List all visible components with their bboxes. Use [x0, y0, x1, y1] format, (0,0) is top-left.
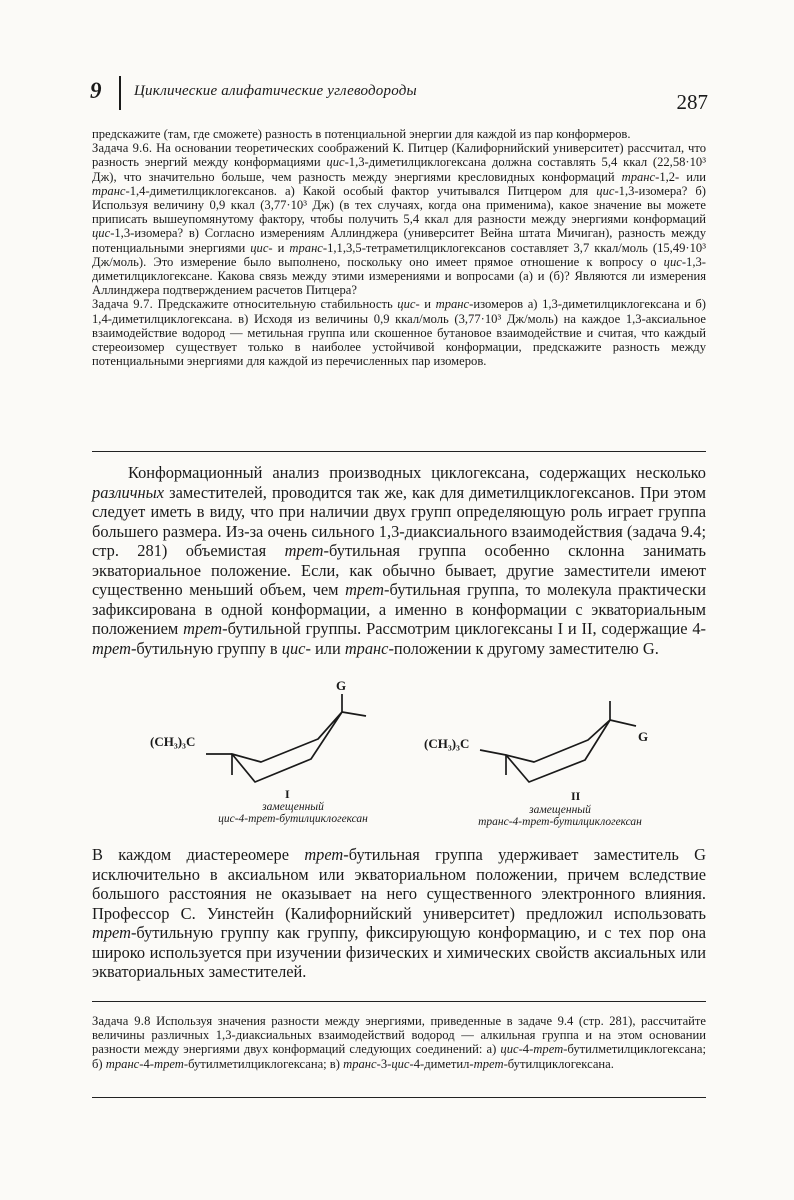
- section-rule-2: [92, 1001, 706, 1002]
- page-number: 287: [676, 90, 708, 114]
- problem-label: Задача 9.6.: [92, 141, 153, 156]
- problem-label: Задача 9.7.: [92, 297, 153, 312]
- problem-9-6: Задача 9.6. На основании теоретических соображений К. Питцер (Калифорнийский университет) рассчитал, что разность энергий между конформациями цис-1,3-диметилциклогексана должна составлять 5,4 ккал (22,58·10³ Дж), что значительно больше, чем разность между энергиями кресловидных конформаций транс-1,2- или транс-1,4-диметилциклогексанов. а) Какой особый фактор учитывался Питцером для цис-1,3-изомера? б) Используя величину 0,9 ккал (3,77·10³ Дж) (в тех случаях, когда она применима), какое значение вы можете приписать вышеупомянутому фактору, чтобы получить 5,4 ккал для разности между энергиями конформаций цис-1,3-изомера? в) Согласно измерениям Аллинджера (университет Вейна штата Мичиган), разность между потенциальными энергиями цис- и транс-1,1,3,5-тетраметилциклогексанов составляет 3,7 ккал/моль (15,49·10³ Дж/моль). Это измерение было выполнено, поскольку оно имеет прямое отношение к вопросу о цис-1,3-диметилциклогексане. Какова связь между этими измерениями и вопросами (а) и (б)? Являются ли измерения Аллинджера подтверждением расчетов Питцера?: [92, 141, 706, 298]
- tbutyl-label-1: (CH₃)₃C: [150, 734, 196, 749]
- chapter-title: Циклические алифатические углеводороды: [134, 83, 417, 99]
- chair-ring-1: [232, 712, 342, 782]
- running-header: [90, 76, 708, 116]
- cyclohexane-figure: [140, 678, 670, 836]
- header-divider: [119, 76, 121, 110]
- structure-numeral-2: II: [571, 789, 581, 803]
- chapter-number: 9: [90, 78, 102, 103]
- caption-2: замещенный транс-4-трет-бутилциклогексан: [478, 804, 642, 828]
- tbutyl-bond-2: [480, 750, 506, 755]
- tbutyl-label-2: (CH₃)₃C: [424, 736, 470, 751]
- structure-numeral-1: I: [285, 787, 290, 801]
- chair-ring-2: [506, 720, 610, 782]
- section-rule: [92, 451, 706, 452]
- problem-9-8: Задача 9.8 Используя значения разности между энергиями, приведенные в задаче 9.4 (стр. 281), рассчитайте величины различных 1,3-диаксиальных взаимодействий водород — алкильная группа и на этом основании разности между энергиями двух конформаций следующих соединений: а) цис-4-трет-бутилметилциклогексана; б) транс-4-трет-бутилметилциклогексана; в) транс-3-цис-4-диметил-трет-бутилциклогексана.: [92, 1014, 706, 1071]
- problems-block-top: [92, 127, 706, 368]
- g-equatorial-bond-2: [610, 720, 636, 726]
- substituent-g-1: G: [336, 678, 347, 693]
- bottom-rule: [92, 1097, 706, 1098]
- body-paragraph-1: Конформационный анализ производных циклогексана, содержащих несколько различных заместителей, проводится так же, как для диметилциклогексанов. При этом следует иметь в виду, что при наличии двух групп определяющую роль играет группа большего размера. Из-за очень сильного 1,3-диаксиального взаимодействия (задача 9.4; стр. 281) объемистая трет-бутильная группа особенно склонна занимать экваториальное положение. Если, как обычно бывает, другие заместители имеют существенно меньший объем, чем трет-бутильная группа, то молекула практически зафиксирована в одной конформации, а именно в конформации с экваториальным положением трет-бутильной группы. Рассмотрим циклогексаны I и II, содержащие 4-трет-бутильную группу в цис- или транс-положении к другому заместителю G.: [92, 463, 707, 658]
- problem-label: Задача 9.8: [92, 1014, 151, 1028]
- body-paragraph-2: В каждом диастереомере трет-бутильная группа удерживает заместитель G исключительно в аксиальном или экваториальном положении, причем вследствие большого расстояния не оказывает на него существенного электронного влияния. Профессор С. Уинстейн (Калифорнийский университет) предложил использовать трет-бутильную группу как группу, фиксирующую конформацию, и с тех пор она широко используется при изучении физических и химических свойств аксиальных или экваториальных заместителей.: [92, 845, 706, 981]
- substituent-g-2: G: [638, 729, 649, 744]
- caption-1: замещенный цис-4-трет-бутилциклогексан: [218, 801, 368, 825]
- equatorial-bond-1: [342, 712, 366, 716]
- problem-intro: предскажите (там, где сможете) разность в потенциальной энергии для каждой из пар конформеров.: [92, 127, 631, 141]
- problem-9-7: Задача 9.7. Предскажите относительную стабильность цис- и транс-изомеров а) 1,3-диметилциклогексана и б) 1,4-диметилциклогексана. в) Исходя из величины 0,9 ккал/моль (3,77·10³ Дж/моль) на каждое 1,3-аксиальное взаимодействие водород — метильная группа или скошенное бутановое взаимодействие и считая, что каждый стереоизомер существует только в наиболее устойчивой конформации, предскажите разность между потенциальными энергиями для каждой из перечисленных пар изомеров.: [92, 297, 706, 369]
